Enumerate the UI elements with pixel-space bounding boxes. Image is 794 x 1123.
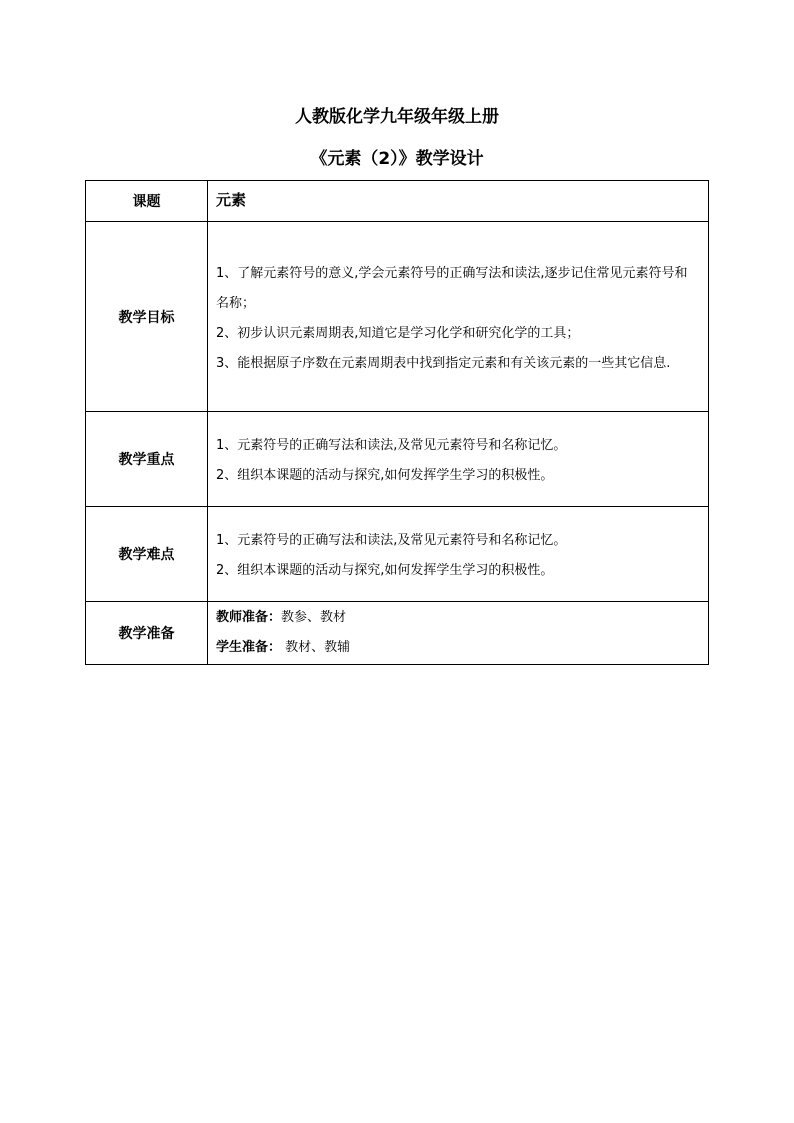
difficulties-label: 教学难点 — [86, 507, 208, 602]
table-row-goals — [86, 222, 709, 412]
key-point-item: 2、组织本课题的活动与探究,如何发挥学生学习的积极性。 — [216, 468, 554, 483]
student-preparation — [216, 633, 700, 663]
topic-label: 课题 — [86, 181, 208, 222]
key-points-cell — [208, 412, 709, 507]
teacher-preparation-label: 教师准备： — [216, 610, 282, 625]
topic-value: 元素 — [216, 191, 247, 209]
difficulty-item: 1、元素符号的正确写法和读法,及常见元素符号和名称记忆。 — [216, 533, 567, 548]
difficulty-item: 2、组织本课题的活动与探究,如何发挥学生学习的积极性。 — [216, 563, 554, 578]
student-preparation-value: 教材、教辅 — [281, 640, 351, 655]
goal-item: 1、了解元素符号的意义,学会元素符号的正确写法和读法,逐步记住常见元素符号和名称； — [216, 265, 688, 311]
key-point-item: 1、元素符号的正确写法和读法,及常见元素符号和名称记忆。 — [216, 438, 567, 453]
goal-item: 3、能根据原子序数在元素周期表中找到指定元素和有关该元素的一些其它信息. — [216, 355, 671, 371]
preparation-cell — [208, 602, 709, 665]
document-title: 人教版化学九年级年级上册 — [295, 107, 499, 127]
teacher-preparation-value: 教参、教材 — [281, 610, 347, 625]
goals-cell — [208, 222, 709, 412]
difficulties-cell — [208, 507, 709, 602]
table-row-key-points — [86, 412, 709, 507]
key-points-label: 教学重点 — [86, 412, 208, 507]
table-row-preparation — [86, 602, 709, 665]
table-row-difficulties — [86, 507, 709, 602]
preparation-label: 教学准备 — [86, 602, 208, 665]
document-subtitle: 《元素（2）》教学设计 — [310, 149, 484, 169]
goal-item: 2、初步认识元素周期表,知道它是学习化学和研究化学的工具； — [216, 325, 580, 341]
goals-label: 教学目标 — [86, 222, 208, 412]
student-preparation-label: 学生准备： — [216, 640, 282, 655]
lesson-design-table — [85, 180, 709, 665]
topic-cell — [208, 181, 709, 222]
table-row-topic — [86, 181, 709, 222]
teacher-preparation — [216, 603, 700, 633]
